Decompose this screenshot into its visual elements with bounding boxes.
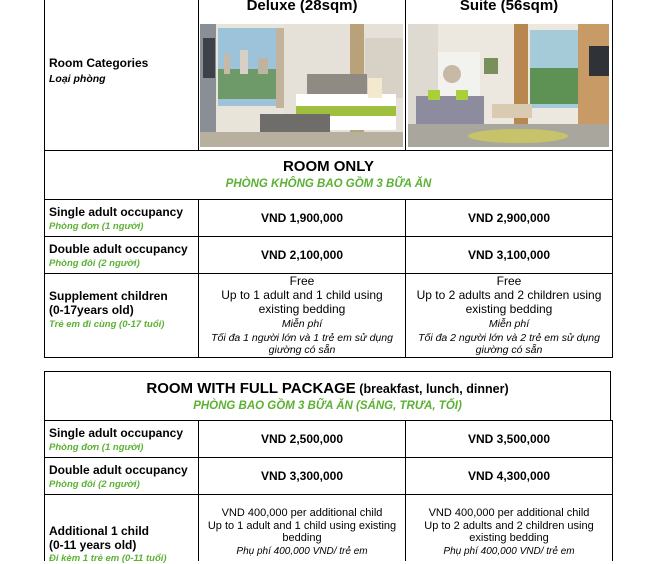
fp-double-sub: Phòng đôi (2 người): [49, 479, 140, 490]
text: existing bedding: [258, 302, 346, 316]
full-package-title-main: ROOM WITH FULL PACKAGE: [146, 380, 356, 397]
ro-children-label: Supplement children: [49, 289, 168, 303]
ro-double-deluxe-price: VND 2,100,000: [260, 248, 344, 262]
text: Tối đa 2 người lớn và 2 trẻ em sử dụng: [418, 332, 600, 344]
fp-child-sub: Đi kèm 1 trẻ em (0-11 tuổi): [49, 553, 167, 564]
ro-single-label: Single adult occupancy: [49, 205, 184, 219]
ro-single-sub: Phòng đơn (1 người): [49, 221, 144, 232]
text: Phụ phí 400,000 VND/ trẻ em: [443, 545, 575, 557]
full-package-title-suffix: (breakfast, lunch, dinner): [355, 382, 509, 396]
ro-double-sub: Phòng đôi (2 người): [49, 258, 140, 269]
room-categories-label: Room Categories: [49, 56, 149, 70]
text: Up to 2 adults and 2 children using: [424, 519, 594, 532]
text: Up to 1 adult and 1 child using: [221, 288, 383, 302]
ro-children-age: (0-17years old): [49, 303, 134, 317]
text: VND 400,000 per additional child: [221, 507, 383, 519]
text: Free: [289, 274, 315, 288]
text: Miễn phí: [281, 318, 323, 330]
room-only-title: ROOM ONLY: [282, 158, 375, 175]
text: Phụ phí 400,000 VND/ trẻ em: [236, 545, 368, 557]
fp-double-label: Double adult occupancy: [49, 463, 188, 477]
suite-header: Suite (56sqm): [459, 0, 559, 14]
fp-child-deluxe: [199, 507, 405, 558]
text: existing bedding: [469, 532, 549, 544]
ro-double-suite-price: VND 3,100,000: [467, 248, 551, 262]
text: Tối đa 1 người lớn và 1 trẻ em sử dụng: [211, 332, 393, 344]
text: Miễn phí: [488, 318, 530, 330]
ro-single-deluxe-price: VND 1,900,000: [260, 211, 344, 225]
text: VND 400,000 per additional child: [428, 507, 590, 519]
fp-child-age: (0-11 years old): [49, 538, 137, 552]
room-categories-sub: Loại phòng: [49, 73, 106, 85]
full-package-subtitle: PHÒNG BAO GỒM 3 BỮA ĂN (SÁNG, TRƯA, TỐI): [193, 400, 462, 412]
text: existing bedding: [465, 302, 553, 316]
text: Up to 1 adult and 1 child using existing: [207, 519, 397, 532]
fp-child-label: Additional 1 child: [49, 524, 150, 538]
ro-single-suite-price: VND 2,900,000: [467, 211, 551, 225]
text: giường có sẵn: [475, 344, 543, 356]
fp-child-suite: [406, 507, 612, 558]
full-package-title: [45, 380, 610, 398]
text: Up to 2 adults and 2 children using: [416, 288, 602, 302]
ro-children-suite: [406, 274, 612, 356]
fp-single-sub: Phòng đơn (1 người): [49, 442, 144, 453]
text: giường có sẵn: [268, 344, 336, 356]
deluxe-header: Deluxe (28sqm): [246, 0, 358, 14]
fp-single-deluxe-price: VND 2,500,000: [260, 432, 344, 446]
deluxe-room-photo: [200, 24, 403, 147]
ro-children-sub: Trẻ em đi cùng (0-17 tuổi): [49, 319, 165, 330]
suite-room-photo: [408, 24, 609, 147]
ro-double-label: Double adult occupancy: [49, 242, 188, 256]
fp-single-suite-price: VND 3,500,000: [467, 432, 551, 446]
fp-single-label: Single adult occupancy: [49, 426, 184, 440]
ro-children-deluxe: [199, 274, 405, 356]
room-only-subtitle: PHÒNG KHÔNG BAO GỒM 3 BỮA ĂN: [225, 178, 432, 190]
text: bedding: [282, 532, 322, 544]
fp-double-suite-price: VND 4,300,000: [467, 469, 551, 483]
fp-double-deluxe-price: VND 3,300,000: [260, 469, 344, 483]
text: Free: [496, 274, 522, 288]
